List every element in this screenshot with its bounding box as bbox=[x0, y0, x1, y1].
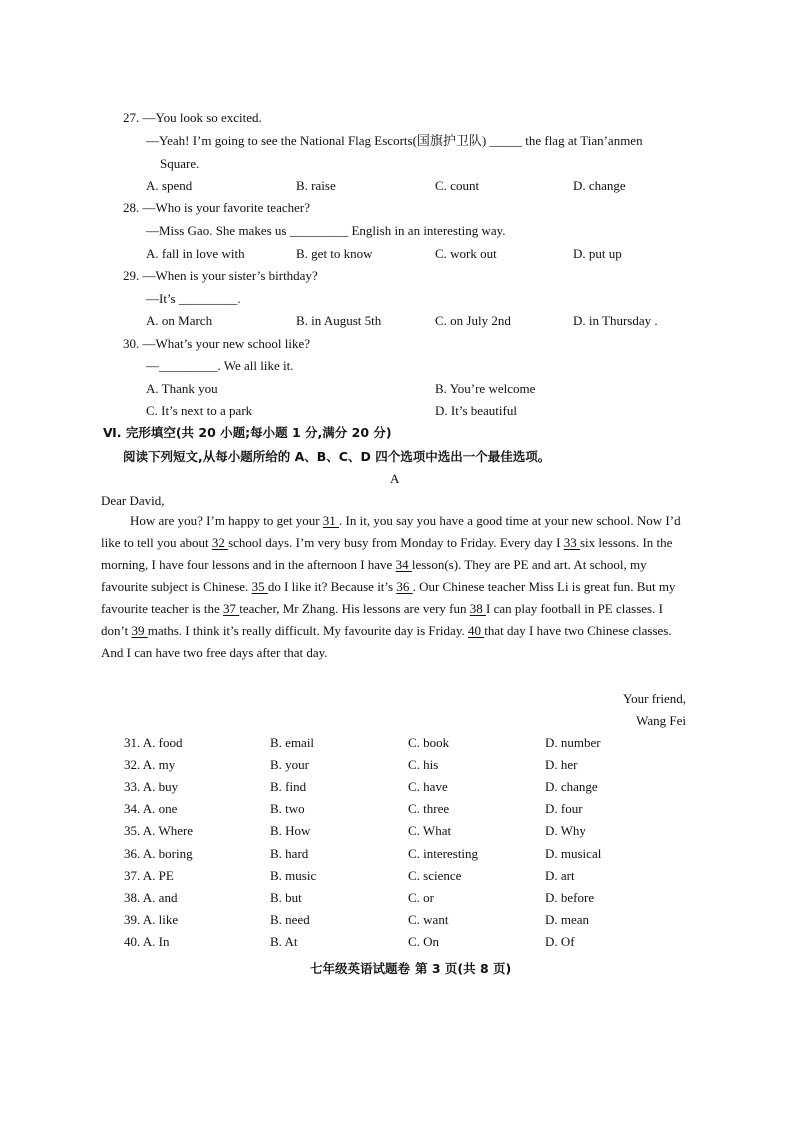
q29-option-b[interactable]: B. in August 5th bbox=[296, 313, 382, 328]
q38-option-d[interactable]: D. before bbox=[545, 889, 595, 905]
q27-reply-cont: Square. bbox=[160, 156, 200, 171]
q33-option-b[interactable]: B. find bbox=[270, 779, 307, 795]
q32-option-d[interactable]: D. her bbox=[545, 757, 578, 773]
q35-option-a[interactable]: 35. A. Where bbox=[124, 823, 194, 839]
blank-34: 34 bbox=[395, 557, 412, 572]
q36-option-a[interactable]: 36. A. boring bbox=[124, 845, 193, 861]
passage-label: A bbox=[390, 471, 400, 486]
q40-option-a[interactable]: 40. A. In bbox=[124, 933, 170, 949]
q33-option-c[interactable]: C. have bbox=[408, 779, 448, 795]
q27-option-c[interactable]: C. count bbox=[435, 178, 480, 193]
q38-option-b[interactable]: B. but bbox=[270, 889, 302, 905]
q36-option-b[interactable]: B. hard bbox=[270, 845, 309, 861]
q32-option-b[interactable]: B. your bbox=[270, 757, 309, 773]
q37-option-d[interactable]: D. art bbox=[545, 867, 575, 883]
q27-option-b[interactable]: B. raise bbox=[296, 178, 336, 193]
q34-option-d[interactable]: D. four bbox=[545, 801, 583, 817]
blank-40: 40 bbox=[467, 623, 485, 638]
q39-option-b[interactable]: B. need bbox=[270, 911, 310, 927]
blank-31: 31 bbox=[322, 513, 340, 528]
q34-option-b[interactable]: B. two bbox=[270, 801, 305, 817]
q27-stem: 27. —You look so excited. bbox=[123, 110, 262, 125]
q36-option-c[interactable]: C. interesting bbox=[408, 845, 479, 861]
q28-reply: —Miss Gao. She makes us _________ English in an interesting way. bbox=[146, 223, 506, 238]
q28-option-a[interactable]: A. fall in love with bbox=[146, 246, 245, 261]
q40-option-b[interactable]: B. At bbox=[270, 933, 298, 949]
q30-option-c[interactable]: C. It’s next to a park bbox=[146, 403, 253, 418]
q35-option-b[interactable]: B. How bbox=[270, 823, 311, 839]
q28-option-b[interactable]: B. get to know bbox=[296, 246, 373, 261]
section-instruction: 阅读下列短文,从每小题所给的 A、B、C、D 四个选项中选出一个最佳选项。 bbox=[123, 449, 551, 464]
q32-option-c[interactable]: C. his bbox=[408, 757, 439, 773]
blank-37: 37 bbox=[223, 601, 240, 616]
q34-option-a[interactable]: 34. A. one bbox=[124, 801, 178, 817]
q38-option-a[interactable]: 38. A. and bbox=[124, 889, 178, 905]
q36-option-d[interactable]: D. musical bbox=[545, 845, 602, 861]
q31-option-c[interactable]: C. book bbox=[408, 735, 450, 750]
q28-option-d[interactable]: D. put up bbox=[573, 246, 622, 261]
q39-option-a[interactable]: 39. A. like bbox=[124, 911, 179, 927]
letter-signature: Wang Fei bbox=[636, 713, 686, 728]
section-heading: Ⅵ. 完形填空(共 20 小题;每小题 1 分,满分 20 分) bbox=[103, 425, 392, 440]
q31-option-a[interactable]: 31. A. food bbox=[124, 735, 183, 750]
q28-stem: 28. —Who is your favorite teacher? bbox=[123, 200, 310, 215]
blank-35: 35 bbox=[251, 579, 268, 594]
blank-36: 36 bbox=[396, 579, 413, 594]
q30-reply: —_________. We all like it. bbox=[146, 358, 294, 373]
q40-option-c[interactable]: C. On bbox=[408, 933, 440, 949]
letter-greeting: Dear David, bbox=[101, 493, 165, 508]
q27-option-a[interactable]: A. spend bbox=[146, 178, 193, 193]
q29-option-a[interactable]: A. on March bbox=[146, 313, 213, 328]
q37-option-a[interactable]: 37. A. PE bbox=[124, 867, 174, 883]
q38-option-c[interactable]: C. or bbox=[408, 889, 434, 905]
letter-closing: Your friend, bbox=[623, 691, 686, 706]
q29-stem: 29. —When is your sister’s birthday? bbox=[123, 268, 318, 283]
q35-option-c[interactable]: C. What bbox=[408, 823, 452, 839]
q32-option-a[interactable]: 32. A. my bbox=[124, 757, 176, 773]
q29-option-c[interactable]: C. on July 2nd bbox=[435, 313, 511, 328]
footer-page-info: 第 3 页(共 8 页) bbox=[415, 961, 512, 976]
q37-option-b[interactable]: B. music bbox=[270, 867, 317, 883]
q33-option-d[interactable]: D. change bbox=[545, 779, 598, 795]
q40-option-d[interactable]: D. Of bbox=[545, 933, 575, 949]
q29-option-d[interactable]: D. in Thursday . bbox=[573, 313, 658, 328]
q39-option-c[interactable]: C. want bbox=[408, 911, 449, 927]
q39-option-d[interactable]: D. mean bbox=[545, 911, 590, 927]
q31-option-b[interactable]: B. email bbox=[270, 735, 315, 750]
q27-reply: —Yeah! I’m going to see the National Flag Escorts(国旗护卫队) _____ the flag at Tian’anmen bbox=[146, 133, 643, 148]
blank-39: 39 bbox=[131, 623, 148, 638]
q30-option-a[interactable]: A. Thank you bbox=[146, 381, 218, 396]
q29-reply: —It’s _________. bbox=[146, 291, 241, 306]
q31-option-d[interactable]: D. number bbox=[545, 735, 601, 750]
q30-stem: 30. —What’s your new school like? bbox=[123, 336, 311, 351]
blank-32: 32 bbox=[211, 535, 229, 550]
q33-option-a[interactable]: 33. A. buy bbox=[124, 779, 179, 795]
q35-option-d[interactable]: D. Why bbox=[545, 823, 586, 839]
q30-option-d[interactable]: D. It’s beautiful bbox=[435, 403, 517, 418]
q34-option-c[interactable]: C. three bbox=[408, 801, 450, 817]
blank-33: 33 bbox=[563, 535, 580, 550]
q37-option-c[interactable]: C. science bbox=[408, 867, 462, 883]
blank-38: 38 bbox=[469, 601, 487, 616]
q27-option-d[interactable]: D. change bbox=[573, 178, 626, 193]
q30-option-b[interactable]: B. You’re welcome bbox=[435, 381, 536, 396]
q28-option-c[interactable]: C. work out bbox=[435, 246, 497, 261]
footer-paper-name: 七年级英语试题卷 bbox=[310, 961, 411, 976]
passage-body: How are you? I’m happy to get your 31 . In it, you say you have a good time at your new school. Now I’d like to tell you about 32 school days. I’m very busy from Monday to Friday. Every day I 33 six lessons. In the morning, I have four lessons and in the afternoon I have 34 lesson(s). They are PE and art. At school, my favourite subject is Chinese. 35 do I like it? Because it’s 36 . Our Chinese teacher Miss Li is great fun. But my favourite teacher is the 37 teacher, Mr Zhang. His lessons are very fun 38 I can play football in PE classes. I don’t 39 maths. I think it’s really difficult. My favourite day is Friday. 40 that day I have two Chinese classes. And I can have two free days after that day. bbox=[101, 513, 681, 660]
